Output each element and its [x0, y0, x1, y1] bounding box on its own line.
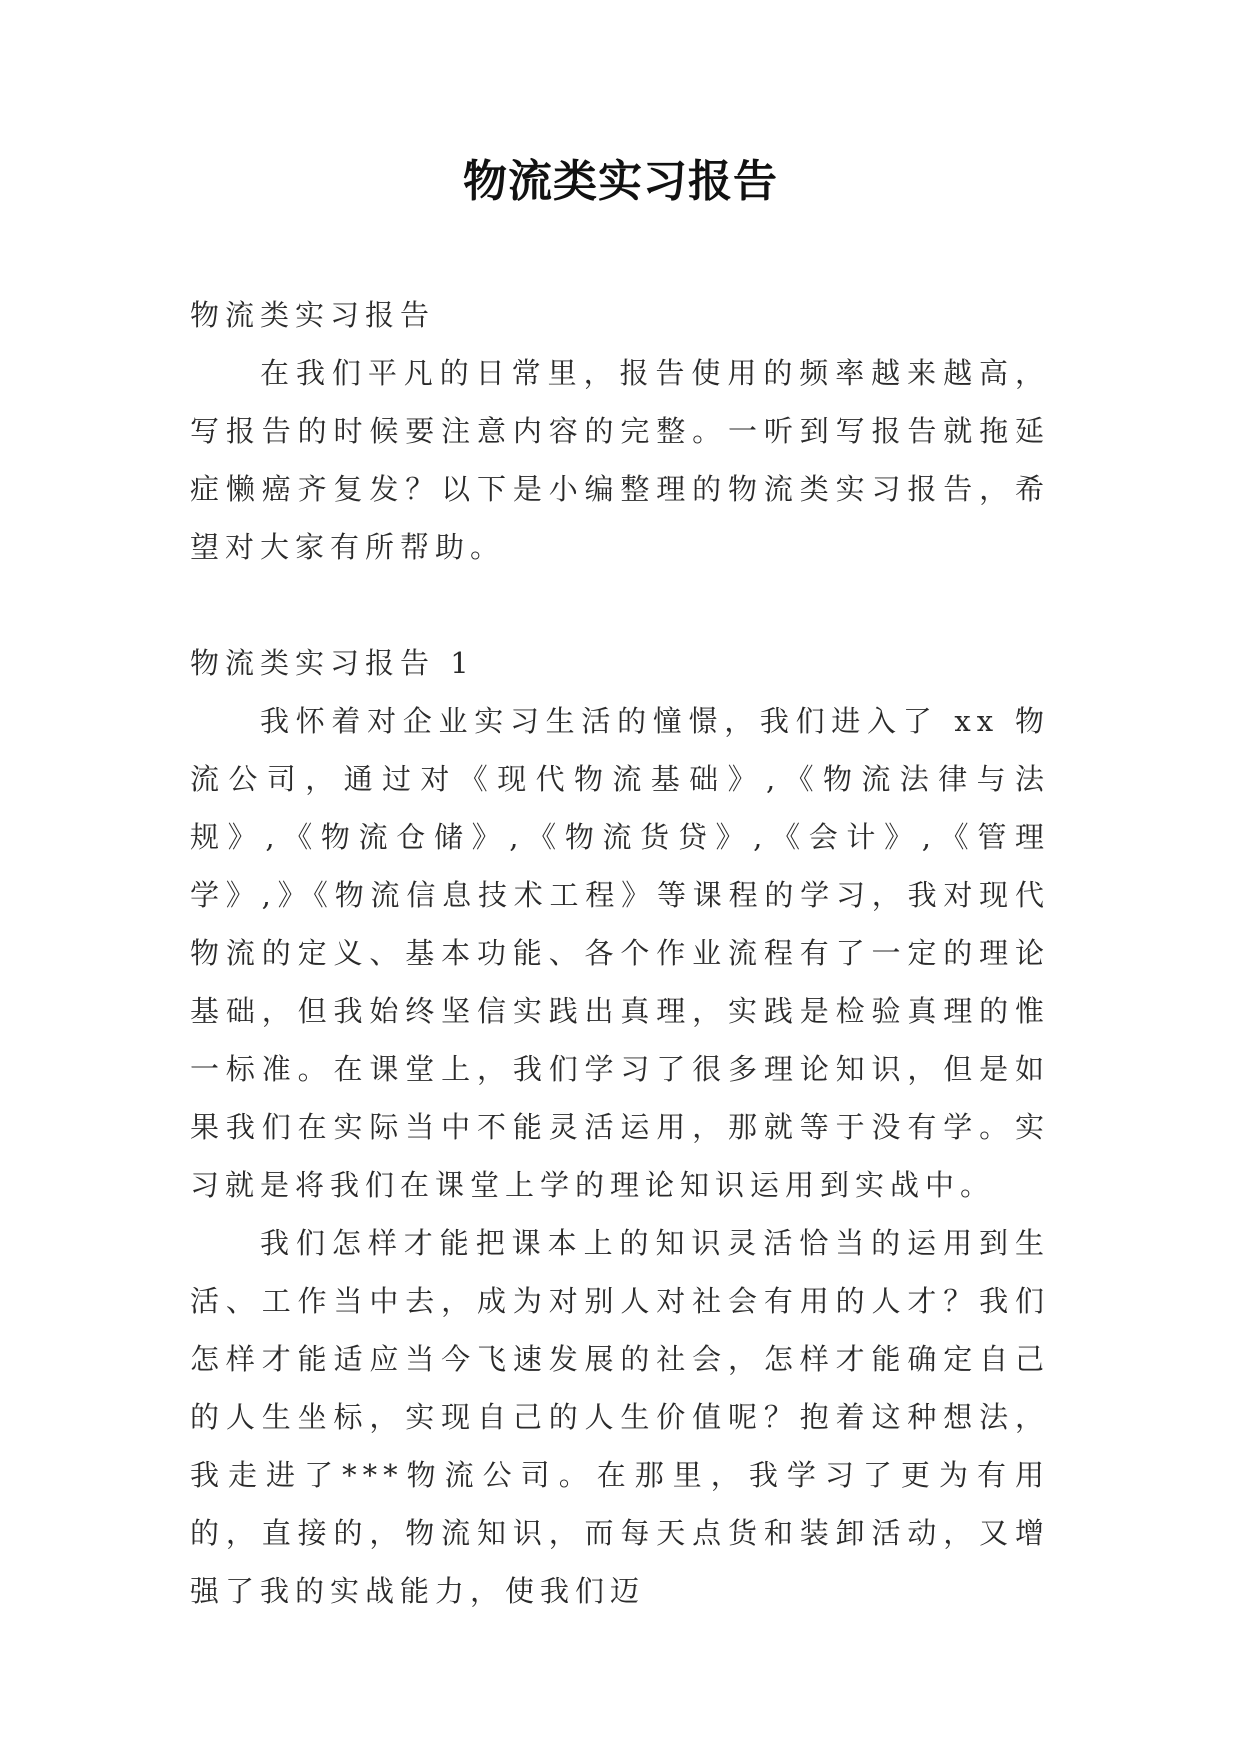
section-heading: 物流类实习报告: [190, 298, 436, 332]
section-heading: 物流类实习报告 1: [190, 646, 475, 680]
body-paragraph: 我怀着对企业实习生活的憧憬，我们进入了 xx 物流公司，通过对《现代物流基础》,《物流法律与法规》,《物流仓储》,《物流货贷》,《会计》,《管理学》,》《物流信息技术工程》等课程的学习，我对现代物流的定义、基本功能、各个作业流程有了一定的理论基础，但我始终坚信实践出真理，实践是检验真理的惟一标准。在课堂上，我们学习了很多理论知识，但是如果我们在实际当中不能灵活运用，那就等于没有学。实习就是将我们在课堂上学的理论知识运用到实战中。: [190, 704, 1050, 1202]
body-paragraph: 我们怎样才能把课本上的知识灵活恰当的运用到生活、工作当中去，成为对别人对社会有用的人才？我们怎样才能适应当今飞速发展的社会，怎样才能确定自己的人生坐标，实现自己的人生价值呢？抱着这种想法，我走进了***物流公司。在那里，我学习了更为有用的，直接的，物流知识，而每天点货和装卸活动，又增强了我的实战能力，使我们迈: [190, 1226, 1050, 1608]
document-body: [190, 286, 1050, 1620]
document-title: 物流类实习报告: [463, 156, 778, 207]
intro-paragraph: 在我们平凡的日常里，报告使用的频率越来越高，写报告的时候要注意内容的完整。一听到写报告就拖延症懒癌齐复发？以下是小编整理的物流类实习报告，希望对大家有所帮助。: [190, 356, 1050, 564]
